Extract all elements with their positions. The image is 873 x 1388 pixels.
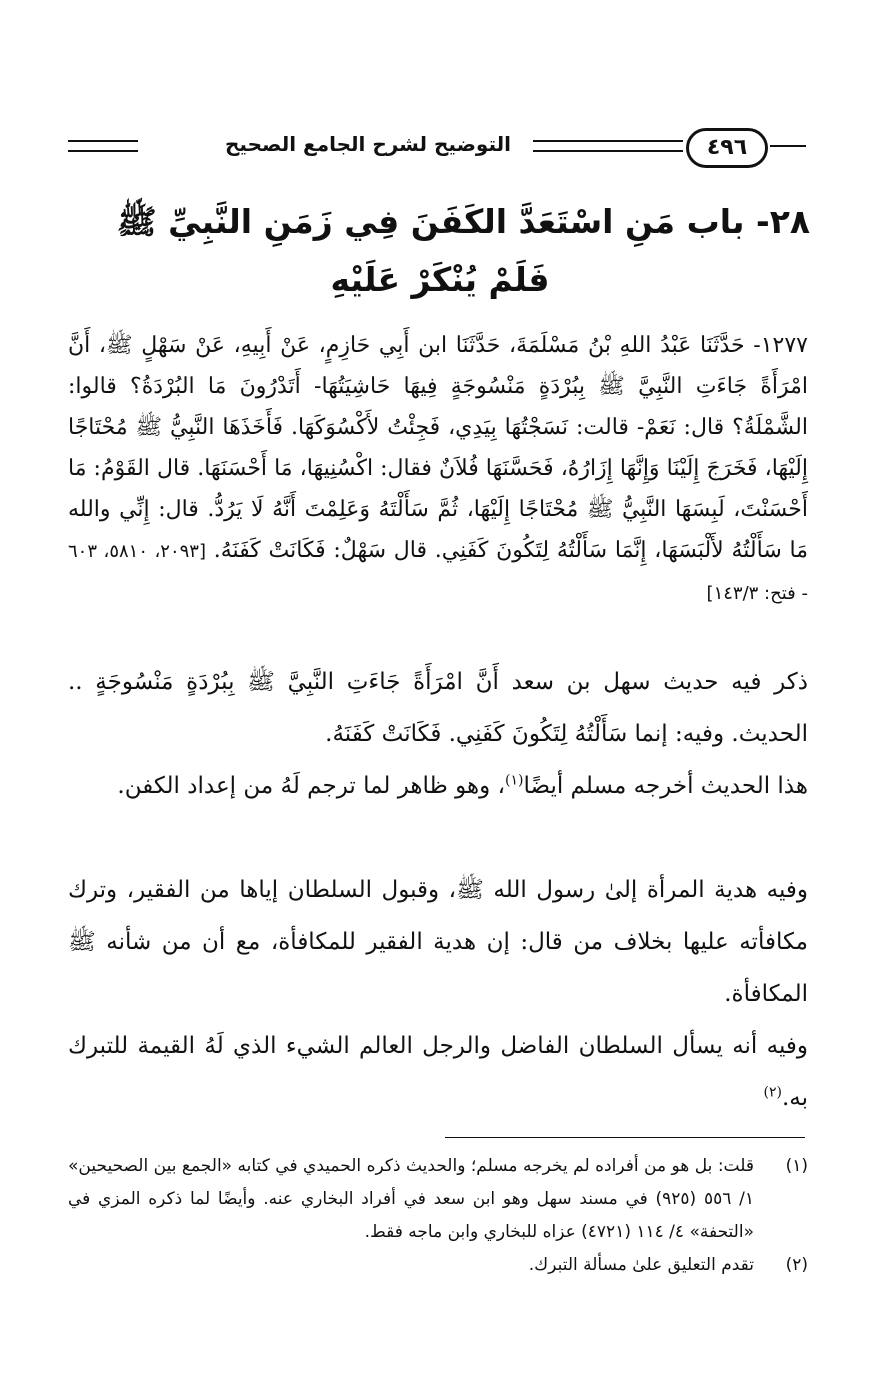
- header-rule-left-top: [68, 140, 138, 142]
- chapter-heading: [60, 196, 820, 306]
- footnote-text: تقدم التعليق علىٰ مسألة التبرك.: [528, 1255, 754, 1275]
- hadith-reference: [٢٠٩٣، ٥٨١٠، ٦٠٣ - فتح: ١٤٣/٣]: [68, 541, 808, 604]
- header-rule-middle-bottom: [533, 150, 683, 152]
- hadith-body: ١٢٧٧- حَدَّثَنَا عَبْدُ اللهِ بْنُ مَسْلَمَةَ، حَدَّثَنَا ابن أَبِي حَازِمٍ، عَنْ أَبِيهِ، عَنْ سَهْلٍ ﷺ، أَنَّ امْرَأَةً جَاءَتِ النَّبِيَّ ﷺ بِبُرْدَةٍ مَنْسُوجَةٍ فِيهَا حَاشِيَتُهَا- أَتَدْرُونَ مَا البُرْدَةُ؟ قالوا: الشَّمْلَةُ؟ قال: نَعَمْ- قالت: نَسَجْتُهَا بِيَدِي، فَجِئْتُ لأَكْسُوَكَهَا. فَأَخَذَهَا النَّبِيُّ ﷺ مُحْتَاجًا إِلَيْهَا، فَخَرَجَ إِلَيْنَا وَإِنَّهَا إِزَارُهُ، فَحَسَّنَهَا فُلاَنٌ فقال: اكْسُنِيهَا، مَا أَحْسَنَهَا. قال القَوْمُ: مَا أَحْسَنْتَ، لَبِسَهَا النَّبِيُّ ﷺ مُحْتَاجًا إِلَيْهَا، ثُمَّ سَأَلْتَهُ وَعَلِمْتَ أَنَّهُ لَا يَرُدُّ. قال: إِنِّي والله مَا سَأَلْتُهُ لأَلْبَسَهَا، إِنَّمَا سَأَلْتُهُ لِتَكُونَ كَفَنِي. قال سَهْلٌ: فَكَانَتْ كَفَنَهُ.: [68, 333, 808, 563]
- running-header: [68, 118, 806, 188]
- chapter-title-line-1: ٢٨- باب مَنِ اسْتَعَدَّ الكَفَنَ فِي زَمَنِ النَّبِيِّ ﷺ: [116, 202, 810, 241]
- footnotes: [68, 1150, 808, 1282]
- footnote-marker-1: (١): [505, 772, 524, 789]
- paragraph-4-text: وفيه أنه يسأل السلطان الفاضل والرجل العالم الشيء الذي لَهُ القيمة للتبرك به.: [68, 1033, 808, 1111]
- header-rule-left-bottom: [68, 150, 138, 152]
- footnote-1: [68, 1150, 808, 1249]
- footnote-text: قلت: بل هو من أفراده لم يخرجه مسلم؛ والحديث ذكره الحميدي في كتابه «الجمع بين الصحيحين» ١/ ٥٥٦ (٩٢٥) في مسند سهل وهو ابن سعد في أفراد البخاري عنه. وأيضًا لما ذكره المزي في «التحفة» ٤/ ١١٤ (٤٧٢١) عزاه للبخاري وابن ماجه فقط.: [68, 1156, 754, 1242]
- footnote-marker-2: (٢): [763, 1084, 782, 1101]
- paragraph-2-text-end: ، وهو ظاهر لما ترجم لَهُ من إعداد الكفن.: [117, 773, 506, 799]
- paragraph-2-text-start: هذا الحديث أخرجه مسلم أيضًا: [523, 773, 808, 799]
- page-number: ٤٩٦: [686, 128, 768, 168]
- footnote-2: [68, 1249, 808, 1282]
- chapter-title-line-2: فَلَمْ يُنْكَرْ عَلَيْهِ: [330, 260, 550, 299]
- footnote-number: (٢): [785, 1255, 808, 1275]
- running-title: التوضيح لشرح الجامع الصحيح: [225, 132, 511, 156]
- header-rule-middle-top: [533, 140, 683, 142]
- commentary-paragraph-4: [68, 1020, 808, 1124]
- header-rule-right: [770, 145, 806, 147]
- commentary-paragraph-2: [68, 760, 808, 812]
- footnote-separator: [445, 1137, 805, 1138]
- hadith-text: [68, 325, 808, 614]
- commentary-paragraph-1: ذكر فيه حديث سهل بن سعد أَنَّ امْرَأَةً جَاءَتِ النَّبِيَّ ﷺ بِبُرْدَةٍ مَنْسُوجَةٍ .. الحديث. وفيه: إنما سَأَلْتُهُ لِتَكُونَ كَفَنِي. فَكَانَتْ كَفَنَهُ.: [68, 669, 808, 747]
- footnote-number: (١): [785, 1156, 808, 1176]
- commentary-paragraph-3: وفيه هدية المرأة إلىٰ رسول الله ﷺ، وقبول السلطان إياها من الفقير، وترك مكافأته عليها بخلاف من قال: إن هدية الفقير للمكافأة، مع أن من شأنه ﷺ المكافأة.: [68, 877, 808, 1007]
